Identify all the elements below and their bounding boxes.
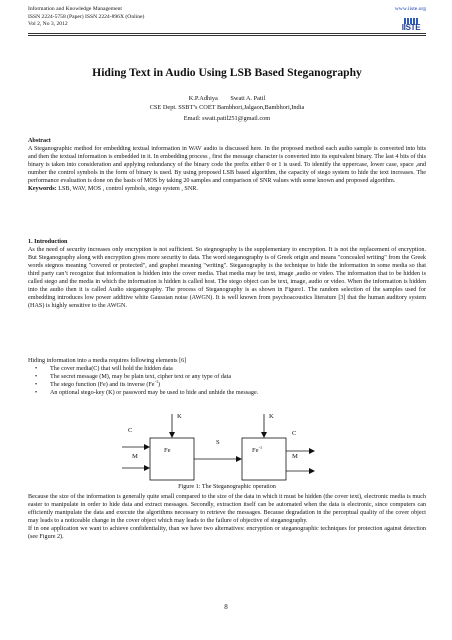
journal-volume: Vol 2, No 3, 2012 — [28, 21, 68, 28]
intro-paragraph-1: As the need of security increases only encryption is not sufficient. So stegnography is the supplementary to encryption. It is not the replacement of encryption. But Steganography along with encryption gives more security to data. The word steganography is of Greek origin and means "concealed writing" from the Greek words stegnos meaning "covered or protected", and graphei meaning "writing". Steganography is the technique to hide the information in some media so that third party can’t recognize that information is hidden into the cover media. That media may be text, image ,audio or video. The information that to be hidden is called stego and the media in which the information is hidden is called host. The stego object can be text, image, audio or video. When the information is hidden into the audio then it is called Audio steganography. The process of Steganography is as shown in Figure1. The random selection of the samples used for embedding introduces low power additive white Gaussian noise (AWGN). It is well known from psychoacoustics literature [3] that the human auditory system (HAS) is highly sensitive to the AWGN. — [28, 246, 426, 309]
cover-label-left: C — [128, 427, 133, 434]
journal-url[interactable]: www.iiste.org — [394, 6, 426, 12]
message-label-left: M — [132, 453, 138, 460]
keywords-label: Keywords: — [28, 185, 57, 192]
header-divider-top — [28, 33, 426, 34]
authors: K.P.Adhiya Swati A. Patil — [188, 95, 266, 102]
message-label-right: M — [292, 453, 298, 460]
figure-caption: Figure 1: The Steganographic operation — [178, 484, 276, 490]
keywords-text: LSB, WAV, MOS , control symbols, stego system , SNR. — [56, 185, 198, 192]
cover-label-right: C — [292, 430, 297, 437]
list-item: • The cover media(C) that will hold the hidden data — [28, 366, 426, 374]
keywords-line — [28, 186, 426, 194]
fe-inverse-sup: -1 — [258, 445, 263, 450]
list-item: • An optional stego-key (K) or password may be used to hide and unhide the message. — [28, 390, 426, 398]
stego-label: S — [216, 439, 220, 446]
list-item-text: The stego function (Fe) and its inverse (Fe — [50, 381, 155, 388]
header-divider-bottom — [28, 35, 426, 36]
elements-section — [28, 358, 426, 398]
diagram-svg — [0, 410, 452, 484]
paper-title: Hiding Text in Audio Using LSB Based Steganography — [92, 66, 362, 79]
key-label-left: K — [177, 413, 182, 420]
list-item — [28, 378, 426, 390]
fe-inverse-text: Fe — [252, 447, 259, 454]
iiste-logo — [400, 17, 422, 34]
journal-name: Information and Knowledge Management — [28, 6, 122, 12]
fe-box — [150, 438, 194, 480]
intro-paragraph-4: If in one application we want to achieve confidentiality, than we have two alternatives: encryption or steganographic techniques for protection against detection (see Figure 2). — [28, 525, 426, 540]
fe-label: Fe — [164, 447, 171, 454]
intro-paragraph-3: Because the size of the information is generally quite small compared to the size of the data in which it must be hidden (the cover text), electronic media is much easier to manipulate in order to hide data and extract messages. Secondly, extraction itself can be automated when the data is electronic, since computers can efficiently manipulate the data and execute the algorithms necessary to retrieve the messages. Because degradation in the perceptual quality of the cover object may leads to a noticeable change in the cover object which may leads to the failure of objective of steganography. — [28, 494, 426, 524]
abstract-heading: Abstract — [28, 138, 51, 144]
abstract-section — [28, 138, 426, 194]
closing-section — [28, 494, 426, 542]
journal-issn: ISSN 2224-5758 (Paper) ISSN 2224-896X (Online) — [28, 13, 145, 20]
inverse-superscript: -1 — [154, 378, 159, 384]
intro-paragraph-2: Hiding information into a media requires following elements [6] — [28, 358, 187, 364]
steganography-diagram — [0, 410, 452, 484]
affiliation: CSE Dept. SSBT’s COET Bambhori,Jalgaon,Bambhori,India — [149, 104, 305, 111]
email: Email: swati.patil251@gmail.com — [183, 115, 271, 122]
introduction-section — [28, 239, 426, 311]
intro-heading: 1. Introduction — [28, 239, 68, 245]
fe-inverse-box — [242, 438, 286, 480]
list-item: • The secret message (M), may be plain text, cipher text or any type of data — [28, 374, 426, 382]
key-label-right: K — [269, 413, 274, 420]
page-number: 8 — [224, 603, 228, 611]
elements-list — [28, 366, 426, 398]
fe-inverse-label — [252, 447, 262, 454]
list-item-tail: ) — [158, 381, 161, 388]
abstract-text: A Steganographic method for embedding textual information in WAV audio is discussed here. In the proposed method each audio sample is converted into bits and then the textual information is embedded in it. In embedding process , first the message character is converted into its equivalent binary. The last 4 bits of this binary is taken into consideration and applying redundancy of the binary code the prefix either 0 or 1 is used. To identify the uppercase, lower case, space ,and number the control symbols in the form of binary is used. By using proposed LSB based algorithm, the capacity of stego system to hide the text increases. The performance evaluation is done on the basis of MOS by taking 20 samples and comparison of SNR values with some known and proposed algorithm. — [28, 145, 426, 184]
journal-info — [28, 6, 144, 29]
logo-text: IISTE — [401, 23, 421, 32]
